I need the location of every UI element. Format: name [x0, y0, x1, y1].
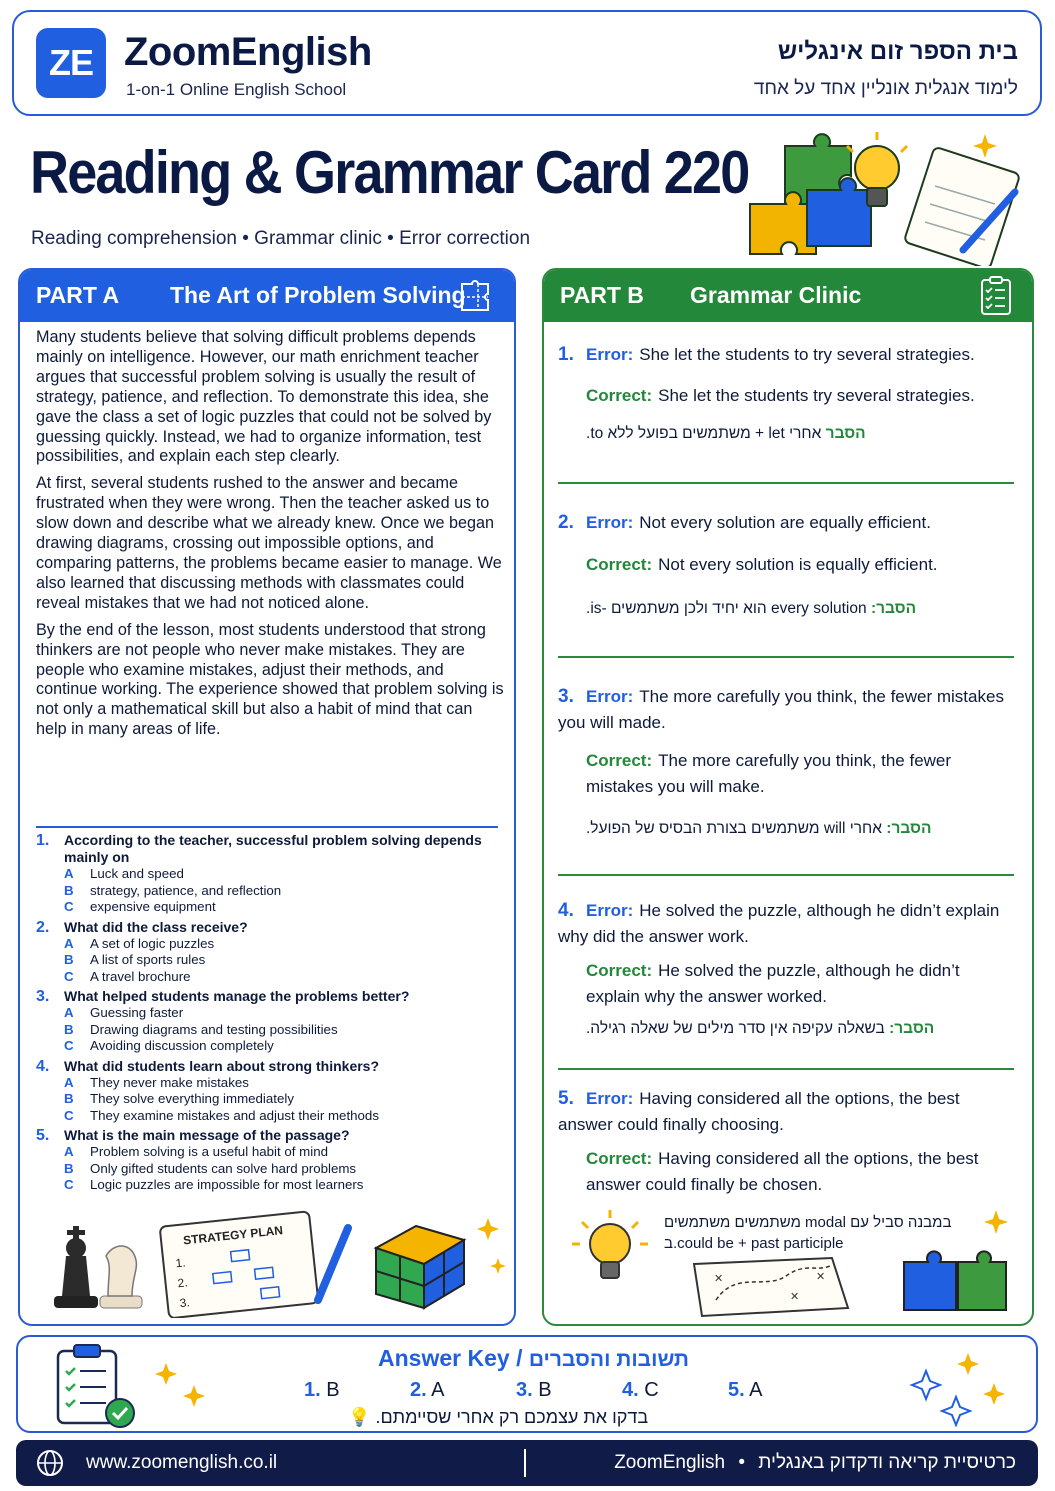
answer-item	[304, 1379, 410, 1402]
passage-paragraph: At first, several students rushed to the answer and became frustrated when they were wrong. Then the teacher asked us to slow down and describe what we already knew. Once we began drawing diagrams, crossing out impossible options, and comparing patterns, the problems became easier to manage. We also learned that discussing methods with classmates could reveal mistakes that we had not noticed alone.	[36, 474, 502, 612]
option-letter: C	[64, 1177, 74, 1192]
notebook-icon	[904, 147, 1020, 266]
page-subtitle: Reading comprehension • Grammar clinic • Error correction	[31, 228, 531, 249]
answer-list	[304, 1379, 834, 1402]
answer-key	[16, 1335, 1038, 1433]
correct-sentence: The more carefully you think, the fewer mistakes you will make.	[586, 751, 952, 796]
svg-text:✕: ✕	[790, 1290, 800, 1303]
answer-option[interactable]	[36, 1161, 502, 1178]
title-illustration	[745, 126, 1035, 266]
answer-option[interactable]	[36, 952, 502, 969]
error-line	[558, 684, 1016, 736]
strategy-map-icon	[694, 1258, 848, 1316]
explanation	[558, 818, 1016, 840]
correct-label: Correct:	[586, 555, 653, 574]
sparkle-icon	[973, 134, 997, 158]
correct-sentence: Having considered all the options, the best answer could finally be chosen.	[586, 1149, 979, 1194]
brand-tagline: 1-on-1 Online English School	[126, 80, 347, 99]
strategy-plan-notebook-icon	[160, 1211, 319, 1318]
sparkle-icon	[984, 1210, 1008, 1234]
answer-number: 4.	[622, 1379, 639, 1401]
chess-knight-icon	[100, 1246, 142, 1308]
correct-label: Correct:	[586, 751, 653, 770]
item-number: 2.	[558, 512, 574, 533]
option-text: expensive equipment	[90, 899, 216, 914]
puzzle-outline-icon	[456, 276, 500, 316]
answer-option[interactable]	[36, 1108, 502, 1125]
divider	[36, 826, 498, 828]
question	[36, 988, 502, 1055]
brand-name: ZoomEnglish	[124, 30, 372, 74]
option-letter: B	[64, 882, 74, 898]
item-number: 4.	[558, 900, 574, 921]
option-letter: B	[64, 1021, 74, 1037]
title-separator: /	[516, 1345, 523, 1371]
part-b-label: PART B	[560, 282, 644, 308]
correct-sentence: He solved the puzzle, although he didn’t explain why the answer worked.	[586, 961, 960, 1006]
footer-card-type: כרטיסיית קריאה ודקדוק באנגלית	[758, 1452, 1016, 1473]
question-number: 4.	[36, 1057, 50, 1075]
question-text: What helped students manage the problems better?	[64, 988, 410, 1004]
answer-option[interactable]	[36, 1144, 502, 1161]
answer-number: 5.	[728, 1379, 745, 1401]
part-a-panel	[18, 268, 516, 1326]
answer-item	[410, 1379, 516, 1402]
question-text: What did the class receive?	[64, 918, 248, 935]
error-label: Error:	[586, 687, 634, 706]
option-text: A list of sports rules	[90, 952, 206, 967]
answer-letter: B	[538, 1379, 552, 1401]
option-text: Only gifted students can solve hard problems	[90, 1160, 357, 1176]
grammar-item	[558, 1086, 1016, 1198]
option-text: strategy, patience, and reflection	[90, 882, 282, 898]
option-letter: B	[64, 1091, 74, 1106]
part-a-title: The Art of Problem Solving	[170, 282, 466, 308]
question-number: 5.	[36, 1127, 50, 1144]
part-a-label: PART A	[36, 282, 120, 308]
correct-line	[558, 748, 1016, 800]
option-text: Problem solving is a useful habit of mind	[90, 1144, 328, 1159]
explanation	[558, 598, 1016, 620]
option-text: Logic puzzles are impossible for most learners	[90, 1177, 364, 1192]
option-letter: A	[64, 866, 74, 881]
passage-paragraph: By the end of the lesson, most students understood that strong thinkers are not people who never make mistakes. They are people who examine mistakes, adjust their methods, and continue working. The experience showed that problem solving is not only a mathematical skill but also a habit of mind that can help in many areas of life.	[36, 620, 504, 739]
answer-option[interactable]	[36, 866, 502, 883]
correct-label: Correct:	[586, 386, 653, 405]
header	[12, 10, 1042, 116]
answer-option[interactable]	[36, 1177, 502, 1194]
svg-text:✕: ✕	[816, 1270, 826, 1283]
plan-step: 2.	[176, 1275, 189, 1291]
option-letter: B	[64, 1160, 74, 1176]
hebrew-brand-title: בית הספר זום אינגליש	[777, 38, 1018, 65]
answer-key-title-en: Answer Key	[378, 1345, 510, 1371]
answer-letter: A	[431, 1379, 445, 1401]
divider	[558, 1068, 1014, 1070]
question	[36, 1127, 502, 1194]
answer-number: 3.	[516, 1379, 533, 1401]
error-sentence: He solved the puzzle, although he didn’t explain why did the answer work.	[558, 901, 1000, 946]
question-text: What is the main message of the passage?	[64, 1127, 350, 1143]
globe-icon	[36, 1449, 64, 1477]
error-sentence: Not every solution are equally efficient.	[639, 513, 931, 532]
question-number: 3.	[36, 988, 50, 1005]
error-label: Error:	[586, 345, 634, 364]
answer-key-note	[348, 1407, 648, 1428]
answer-key-title-he: תשובות והסברים	[528, 1348, 689, 1371]
item-number: 1.	[558, 344, 574, 365]
answer-number: 1.	[304, 1379, 321, 1401]
divider	[558, 874, 1014, 876]
answer-option[interactable]	[36, 1091, 502, 1108]
chess-king-icon	[54, 1226, 98, 1308]
item-number: 3.	[558, 686, 574, 707]
answer-option[interactable]	[36, 1022, 502, 1039]
option-text: A set of logic puzzles	[90, 935, 215, 951]
explanation-label: הסבר	[825, 425, 866, 442]
error-label: Error:	[586, 513, 634, 532]
question	[36, 1058, 502, 1125]
error-sentence: Having considered all the options, the best answer could finally choosing.	[558, 1089, 960, 1134]
question-text: According to the teacher, successful problem solving depends mainly on	[64, 832, 482, 865]
explanation-label: הסבר:	[870, 600, 917, 617]
explanation-text: every solution הוא יחיד ולכן משתמשים -is.	[586, 600, 867, 617]
explanation-text: אחרי let + משתמשים בפועל ללא to.	[586, 425, 822, 442]
option-letter: A	[64, 935, 74, 951]
error-label: Error:	[586, 901, 634, 920]
option-text: Guessing faster	[90, 1005, 184, 1020]
answer-option[interactable]	[36, 936, 502, 953]
question-number: 2.	[36, 918, 50, 936]
answer-letter: A	[749, 1379, 763, 1401]
plan-step: 3.	[179, 1295, 191, 1311]
part-a-illustration	[36, 1208, 511, 1318]
explanation	[558, 1018, 1016, 1040]
answer-letter: B	[326, 1379, 340, 1401]
option-letter: B	[64, 952, 74, 967]
comprehension-questions	[36, 832, 502, 1197]
correct-label: Correct:	[586, 961, 653, 980]
answer-key-note-text: בדקו את עצמכם רק אחרי שסיימתם.	[375, 1407, 649, 1427]
error-line	[558, 1086, 1016, 1138]
puzzle-pieces-icon	[904, 1251, 1006, 1310]
svg-text:✕: ✕	[714, 1272, 724, 1285]
answer-item	[728, 1379, 834, 1402]
error-label: Error:	[586, 1089, 634, 1108]
explanation-text: בשאלה עקיפה אין סדר מילים של שאלה רגילה.	[586, 1020, 885, 1037]
part-b-title: Grammar Clinic	[690, 282, 862, 308]
sparkles-icon	[906, 1347, 1016, 1427]
option-text: Drawing diagrams and testing possibilities	[90, 1021, 338, 1037]
grammar-item	[558, 342, 1016, 445]
error-sentence: The more carefully you think, the fewer mistakes you will made.	[558, 687, 1004, 732]
footer-brand: ZoomEnglish	[614, 1452, 726, 1473]
sparkle-icon	[183, 1385, 205, 1407]
reading-passage	[36, 328, 506, 747]
option-text: A travel brochure	[90, 968, 191, 984]
answer-number: 2.	[410, 1379, 427, 1401]
explanation	[558, 423, 1016, 445]
correct-sentence: She let the students try several strategies.	[658, 386, 975, 405]
answer-option[interactable]	[36, 969, 502, 986]
plan-step: 1.	[174, 1255, 187, 1271]
pen-icon	[318, 1228, 348, 1300]
option-letter: C	[64, 968, 74, 984]
footer	[16, 1440, 1038, 1486]
question	[36, 919, 502, 986]
page-title: Reading & Grammar Card 220	[30, 139, 749, 206]
part-a-header	[20, 270, 514, 322]
grammar-item	[558, 684, 1016, 840]
answer-item	[516, 1379, 622, 1402]
sparkle-icon	[477, 1218, 499, 1240]
grammar-item	[558, 510, 1016, 620]
checklist-clipboard-icon	[974, 276, 1018, 316]
explanation-text: אחרי will משתמשים בצורת הבסיס של הפועל.	[586, 820, 882, 837]
light-bulb-icon	[572, 1210, 648, 1278]
rubiks-cube-icon	[376, 1226, 464, 1308]
part-b-panel	[542, 268, 1034, 1326]
answer-option[interactable]	[36, 1005, 502, 1022]
light-bulb-icon: 💡	[348, 1407, 371, 1427]
logo: ZE	[36, 28, 106, 98]
correct-line	[558, 552, 1016, 578]
strategy-plan-title: STRATEGY PLAN	[182, 1223, 284, 1248]
correct-line	[558, 958, 1016, 1010]
answer-option[interactable]	[36, 1075, 502, 1092]
footer-brand-text	[614, 1452, 1016, 1474]
explanation	[664, 1212, 954, 1254]
passage-paragraph: Many students believe that solving difficult problems depends mainly on intelligence. However, our math enrichment teacher argues that successful problem solving is usually the result of strategy, patience, and reflection. To demonstrate this idea, she gave the class a set of logic puzzles that could not be solved by guessing quickly. Instead, we had to organize information, test possibilities, and explain each step clearly.	[36, 328, 492, 466]
answer-item	[622, 1379, 728, 1402]
correct-sentence: Not every solution is equally efficient.	[658, 555, 938, 574]
option-letter: C	[64, 1038, 74, 1053]
error-line	[558, 342, 1016, 368]
option-text: They examine mistakes and adjust their methods	[90, 1107, 379, 1123]
part-b-header	[544, 270, 1032, 322]
correct-label: Correct:	[586, 1149, 653, 1168]
option-text: They never make mistakes	[90, 1074, 249, 1090]
option-letter: A	[64, 1144, 74, 1159]
option-letter: C	[64, 899, 74, 914]
question-number: 1.	[36, 832, 50, 849]
error-line	[558, 898, 1016, 950]
sparkle-icon	[490, 1258, 506, 1274]
divider	[558, 482, 1014, 484]
divider	[558, 656, 1014, 658]
option-text: Avoiding discussion completely	[90, 1038, 274, 1053]
answer-option[interactable]	[36, 883, 502, 900]
answer-option[interactable]	[36, 899, 502, 916]
grammar-item	[558, 898, 1016, 1040]
item-number: 5.	[558, 1088, 574, 1109]
option-text: They solve everything immediately	[90, 1091, 294, 1106]
clipboard-check-icon	[48, 1343, 248, 1431]
correct-line	[558, 1146, 1016, 1198]
explanation-label: הסבר:	[886, 820, 932, 837]
website-link[interactable]: www.zoomenglish.co.il	[86, 1452, 278, 1473]
footer-divider	[524, 1449, 526, 1477]
option-letter: A	[64, 1074, 74, 1090]
error-sentence: She let the students to try several strategies.	[639, 345, 975, 364]
explanation-label: הסבר:	[889, 1020, 935, 1037]
answer-letter: C	[644, 1379, 659, 1401]
explanation-text: במבנה סביל עם modal משתמשים משתמשים could be + past participle.ב	[664, 1214, 952, 1252]
correct-line	[558, 383, 1016, 409]
option-text: Luck and speed	[90, 866, 184, 881]
error-line	[558, 510, 1016, 536]
answer-key-title	[378, 1345, 689, 1372]
sparkle-icon	[155, 1363, 177, 1385]
question-text: What did students learn about strong thinkers?	[64, 1057, 380, 1074]
question	[36, 832, 502, 916]
footer-bullet: •	[738, 1452, 746, 1473]
option-letter: A	[64, 1005, 74, 1020]
answer-option[interactable]	[36, 1038, 502, 1055]
hebrew-brand-subtitle: לימוד אנגלית אונליין אחד על אחד	[753, 78, 1018, 99]
option-letter: C	[64, 1107, 74, 1123]
